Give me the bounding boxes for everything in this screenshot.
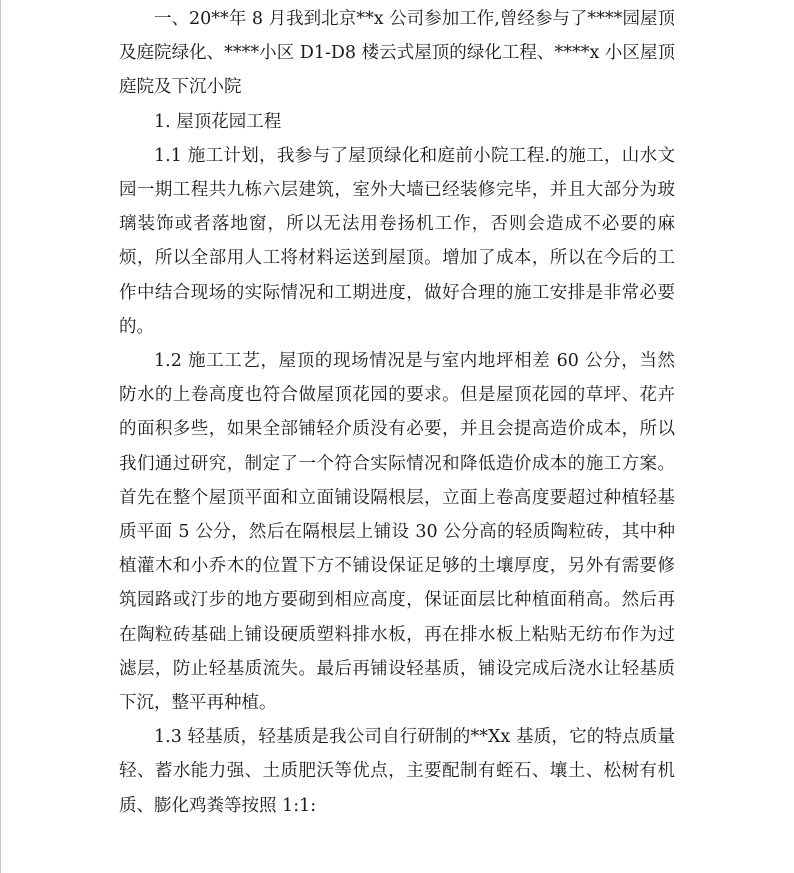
page-edge-divider	[0, 0, 1, 873]
paragraph-construction-plan: 1.1 施工计划，我参与了屋顶绿化和庭前小院工程.的施工，山水文园一期工程共九栋六层建筑，室外大墙已经装修完毕，并且大部分为玻璃装饰或者落地窗，所以无法用卷扬机工作，否则会造成不必要的麻烦，所以全部用人工将材料运送到屋顶。增加了成本，所以在今后的工作中结合现场的实际情况和工期进度，做好合理的施工安排是非常必要的。	[119, 145, 675, 337]
paragraph-light-substrate: 1.3 轻基质，轻基质是我公司自行研制的**Xx 基质，它的特点质量轻、蓄水能力强、土质肥沃等优点，主要配制有蛭石、壤土、松树有机质、膨化鸡粪等按照 1:1:	[119, 727, 675, 816]
section-heading-roof-garden: 1. 屋顶花园工程	[154, 111, 282, 132]
document-body	[119, 2, 675, 823]
paragraph-construction-process: 1.2 施工工艺，屋顶的现场情况是与室内地坪相差 60 公分，当然防水的上卷高度也符合做屋顶花园的要求。但是屋顶花园的草坪、花卉的面积多些，如果全部铺轻介质没有必要，并且会提高造价成本，所以我们通过研究，制定了一个符合实际情况和降低造价成本的施工方案。首先在整个屋顶平面和立面铺设隔根层，立面上卷高度要超过种植轻基质平面 5 公分，然后在隔根层上铺设 30 公分高的轻质陶粒砖，其中种植灌木和小乔木的位置下方不铺设保证足够的土壤厚度，另外有需要修筑园路或汀步的地方要砌到相应高度，保证面层比种植面稍高。然后再在陶粒砖基础上铺设硬质塑料排水板，再在排水板上粘贴无纺布作为过滤层，防止轻基质流失。最后再铺设轻基质，铺设完成后浇水让轻基质下沉，整平再种植。	[119, 351, 675, 714]
paragraph-intro: 一、20**年 8 月我到北京**x 公司参加工作,曾经参与了****园屋顶及庭院绿化、****小区 D1-D8 楼云式屋顶的绿化工程、****x 小区屋顶庭院及下沉小院	[119, 9, 675, 98]
